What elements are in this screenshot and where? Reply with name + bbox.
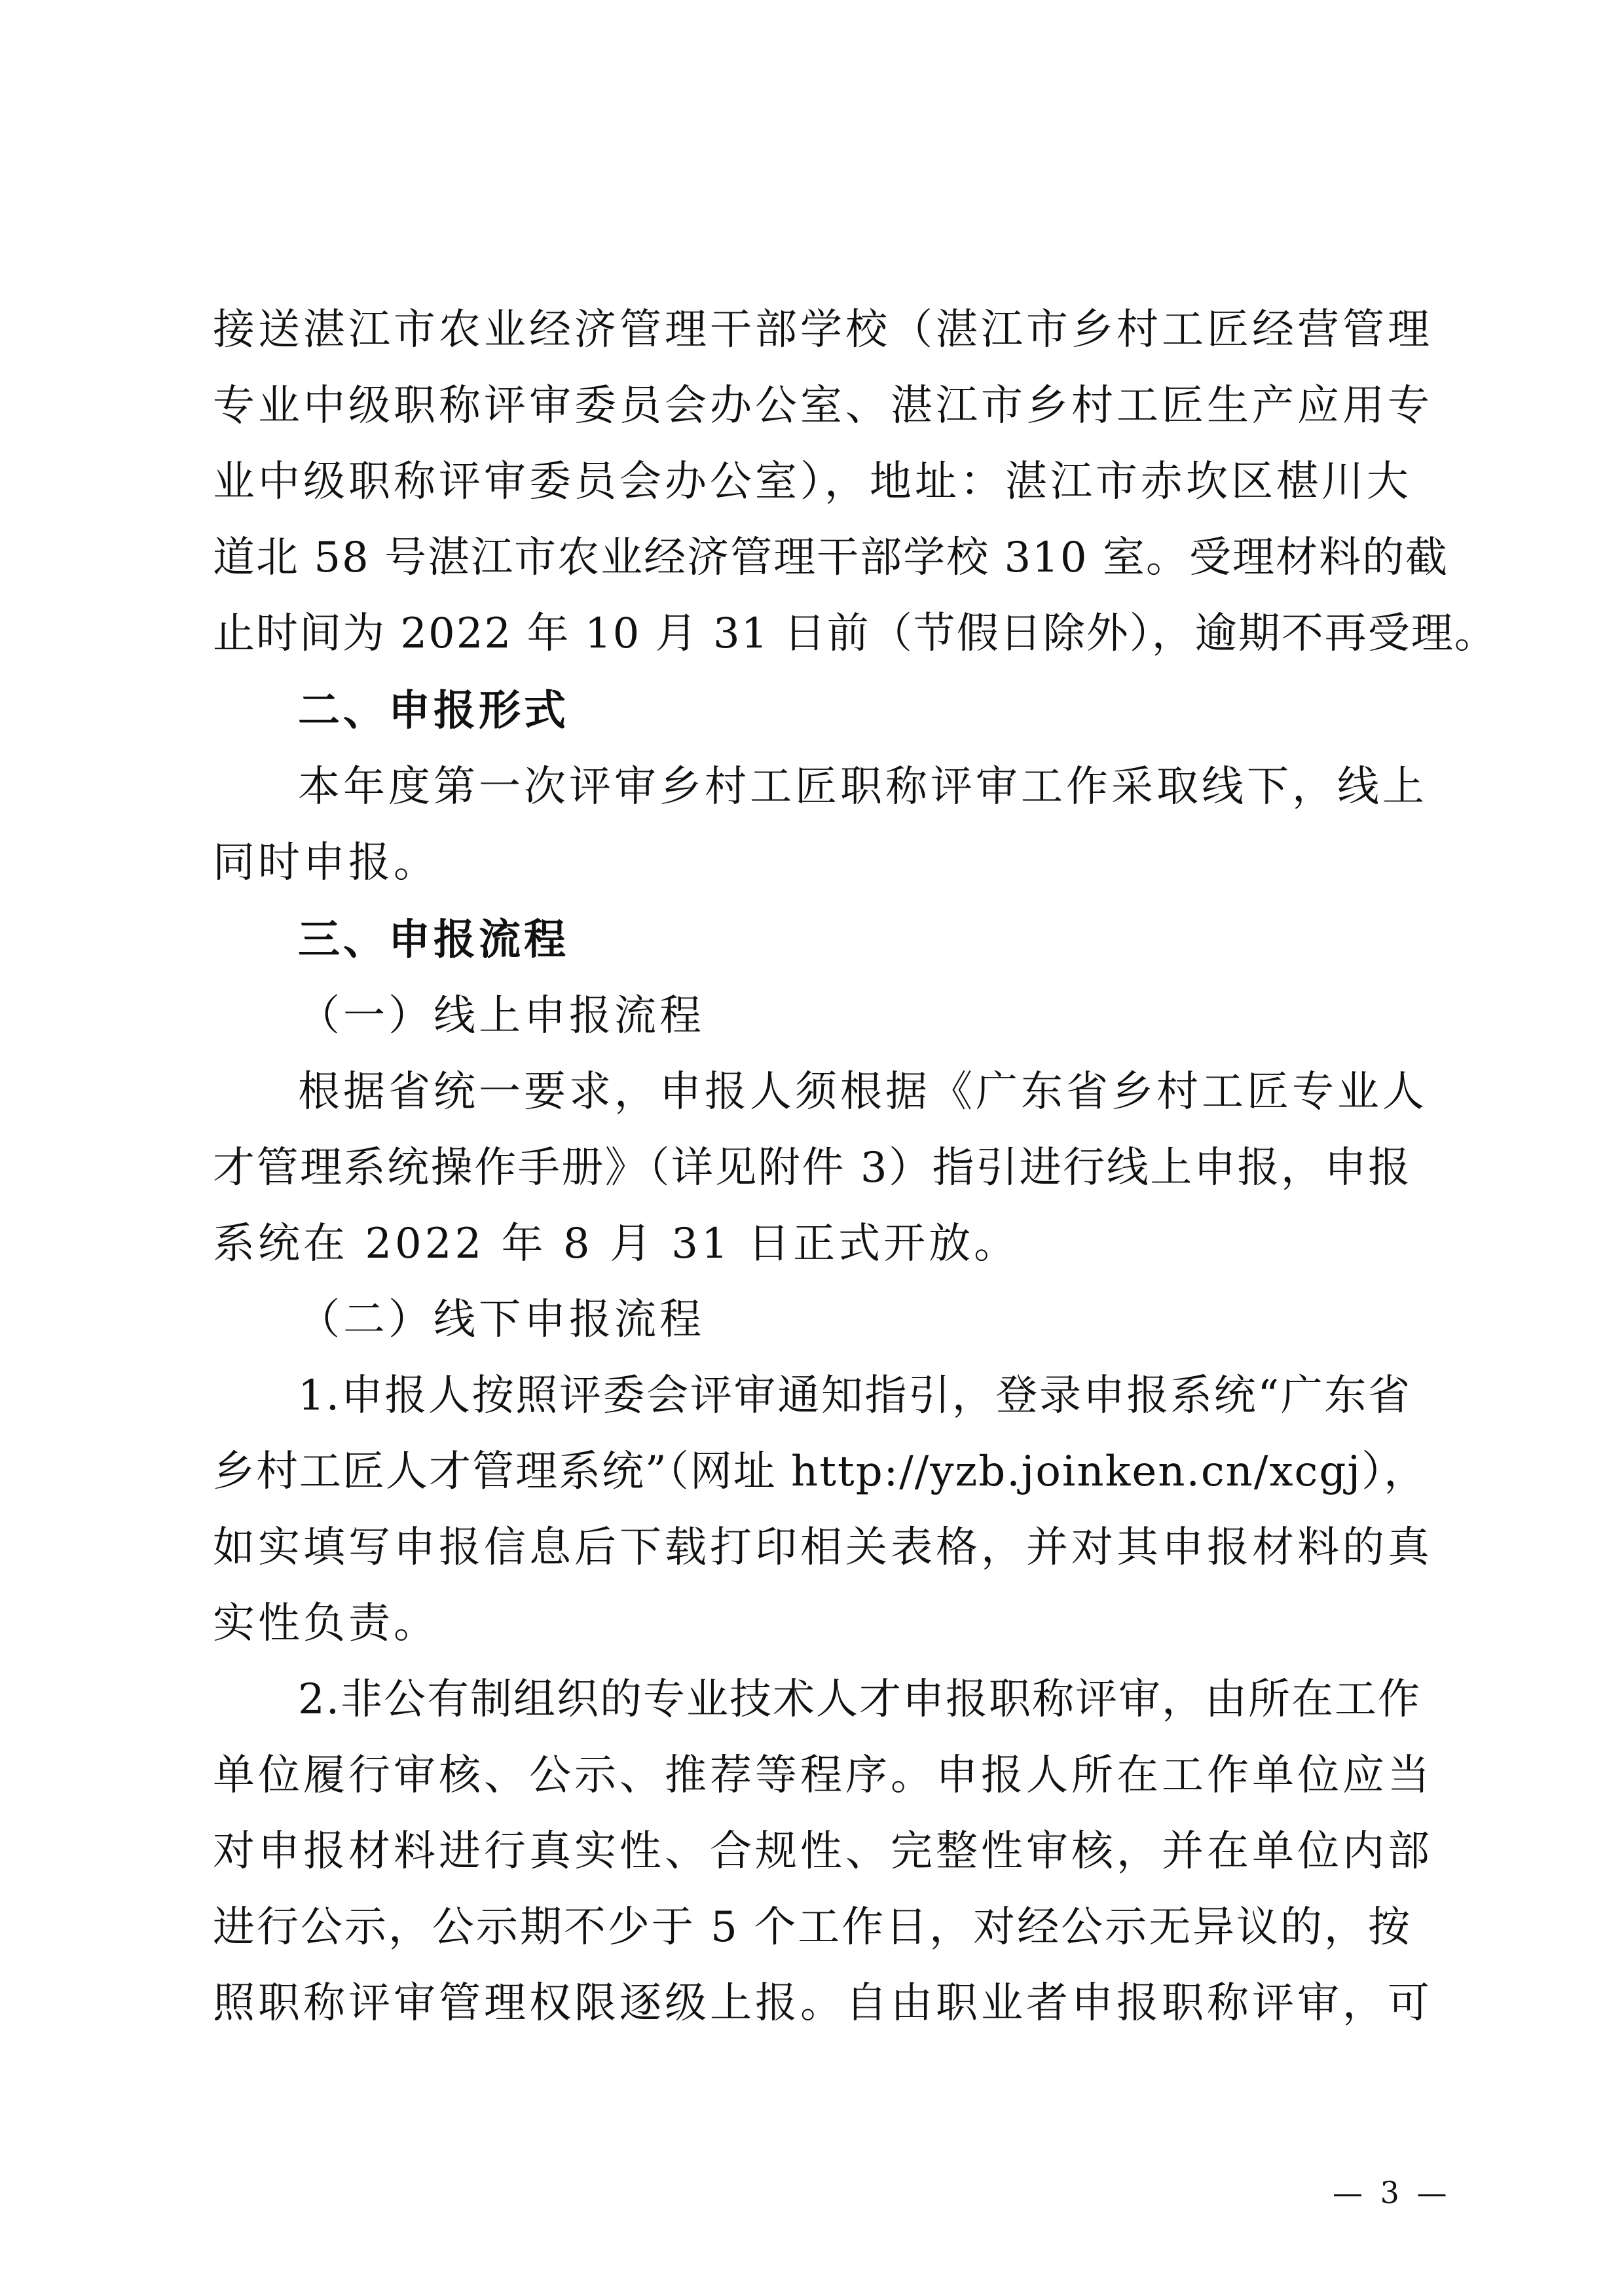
body-text-line: 系统在 2022 年 8 月 31 日正式开放。 xyxy=(213,1220,1020,1268)
body-text-line: 接送湛江市农业经济管理干部学校（湛江市乡村工匠经营管理 xyxy=(213,306,1433,354)
subsection-heading: （二）线下申报流程 xyxy=(298,1296,705,1344)
subsection-heading: （一）线上申报流程 xyxy=(298,992,705,1040)
body-text-line: 专业中级职称评审委员会办公室、湛江市乡村工匠生产应用专 xyxy=(213,382,1433,430)
body-text-line: 单位履行审核、公示、推荐等程序。申报人所在工作单位应当 xyxy=(213,1751,1433,1800)
body-text-line: 才管理系统操作手册》（详见附件 3）指引进行线上申报，申报 xyxy=(213,1144,1411,1192)
body-text-line: 业中级职称评审委员会办公室），地址：湛江市赤坎区椹川大 xyxy=(213,458,1412,506)
body-text-line: 乡村工匠人才管理系统”（网址 http://yzb.joinken.cn/xcgj）， xyxy=(213,1448,1428,1496)
body-text-line: 进行公示，公示期不少于 5 个工作日，对经公示无异议的，按 xyxy=(213,1903,1411,1952)
section-heading: 三、申报流程 xyxy=(298,916,569,964)
body-text-line: 实性负责。 xyxy=(213,1599,439,1648)
body-text-line: 根据省统一要求，申报人须根据《广东省乡村工匠专业人 xyxy=(298,1068,1428,1116)
body-text-line: 对申报材料进行真实性、合规性、完整性审核，并在单位内部 xyxy=(213,1827,1433,1876)
body-text-line: 2.非公有制组织的专业技术人才申报职称评审，由所在工作 xyxy=(298,1675,1422,1724)
body-text-line: 如实填写申报信息后下载打印相关表格，并对其申报材料的真 xyxy=(213,1523,1433,1572)
body-text-line: 照职称评审管理权限逐级上报。自由职业者申报职称评审，可 xyxy=(213,1979,1433,2028)
body-text-line: 1.申报人按照评委会评审通知指引，登录申报系统“广东省 xyxy=(298,1372,1411,1420)
body-text-line: 本年度第一次评审乡村工匠职称评审工作采取线下，线上 xyxy=(298,763,1428,811)
page-number: — 3 — xyxy=(1333,2175,1451,2210)
body-text-line: 道北 58 号湛江市农业经济管理干部学校 310 室。受理材料的截 xyxy=(213,534,1449,582)
body-text-line: 同时申报。 xyxy=(213,839,439,887)
section-heading: 二、申报形式 xyxy=(298,687,569,735)
body-text-line: 止时间为 2022 年 10 月 31 日前（节假日除外），逾期不再受理。 xyxy=(213,610,1498,658)
